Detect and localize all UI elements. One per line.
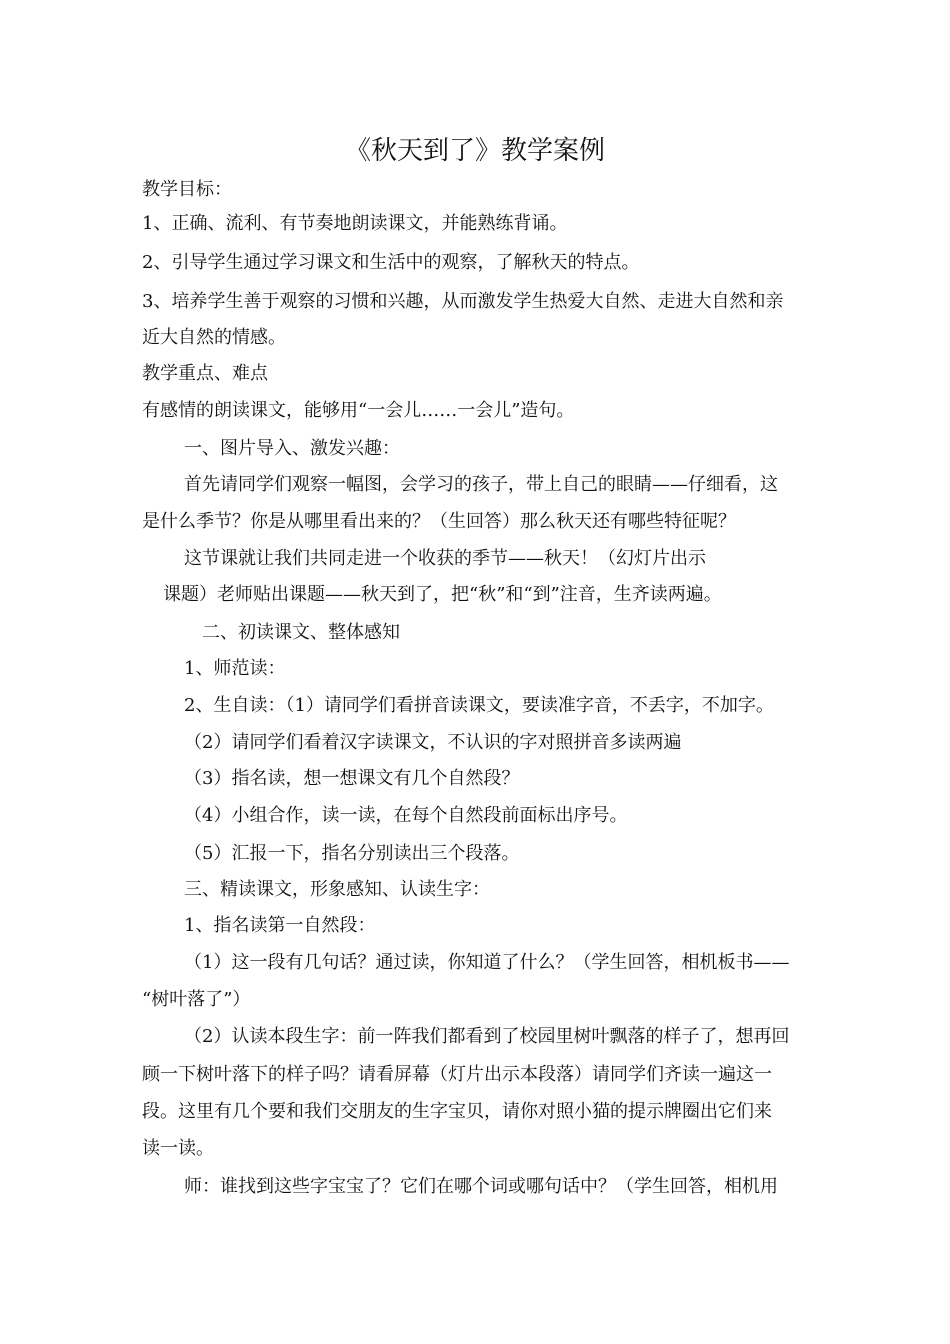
paragraph-line: （1）这一段有几句话？通过读，你知道了什么？（学生回答，相机板书—— [184,952,790,973]
step-1-heading: 一、图片导入、激发兴趣： [184,438,400,459]
objective-item-3: 3、培养学生善于观察的习惯和兴趣，从而激发学生热爱大自然、走进大自然和亲 [142,291,784,312]
step-3-heading: 三、精读课文，形象感知、认读生字： [184,879,490,900]
objective-item-3-continued: 近大自然的情感。 [142,327,286,348]
paragraph-line: 段。这里有几个要和我们交朋友的生字宝贝，请你对照小猫的提示牌圈出它们来 [142,1101,772,1122]
list-item: （3）指名读，想一想课文有几个自然段？ [184,768,520,789]
paragraph-line: 读一读。 [142,1138,214,1159]
paragraph-line: （2）认读本段生字：前一阵我们都看到了校园里树叶飘落的样子了，想再回 [184,1026,790,1047]
section-heading-key-points: 教学重点、难点 [142,363,268,384]
paragraph-line: 师：谁找到这些字宝宝了？它们在哪个词或哪句话中？（学生回答，相机用 [184,1176,778,1197]
paragraph-line: 这节课就让我们共同走进一个收获的季节——秋天！（幻灯片出示 [184,548,706,569]
section-heading-objectives: 教学目标： [142,179,232,200]
paragraph-line: 是什么季节？你是从哪里看出来的？（生回答）那么秋天还有哪些特征呢？ [142,511,736,532]
step-2-heading: 二、初读课文、整体感知 [202,622,400,643]
paragraph-line: 首先请同学们观察一幅图，会学习的孩子，带上自己的眼睛——仔细看，这 [184,474,778,495]
key-points-text: 有感情的朗读课文，能够用“一会儿……一会儿”造句。 [142,400,575,421]
list-item: 1、师范读： [184,658,286,679]
list-item: （5）汇报一下，指名分别读出三个段落。 [184,843,520,864]
page-title: 《秋天到了》教学案例 [344,136,605,166]
objective-item-2: 2、引导学生通过学习课文和生活中的观察，了解秋天的特点。 [142,252,640,273]
paragraph-line: 课题）老师贴出课题——秋天到了，把“秋”和“到”注音，生齐读两遍。 [163,584,722,605]
list-item: 1、指名读第一自然段： [184,915,376,936]
list-item: 2、生自读：（1）请同学们看拼音读课文，要读准字音，不丢字，不加字。 [184,695,774,716]
paragraph-line: “树叶落了”） [142,989,251,1010]
objective-item-1: 1、正确、流利、有节奏地朗读课文，并能熟练背诵。 [142,213,568,234]
list-item: （4）小组合作，读一读，在每个自然段前面标出序号。 [184,805,628,826]
list-item: （2）请同学们看着汉字读课文，不认识的字对照拼音多读两遍 [184,732,682,753]
paragraph-line: 顾一下树叶落下的样子吗？请看屏幕（灯片出示本段落）请同学们齐读一遍这一 [142,1064,772,1085]
